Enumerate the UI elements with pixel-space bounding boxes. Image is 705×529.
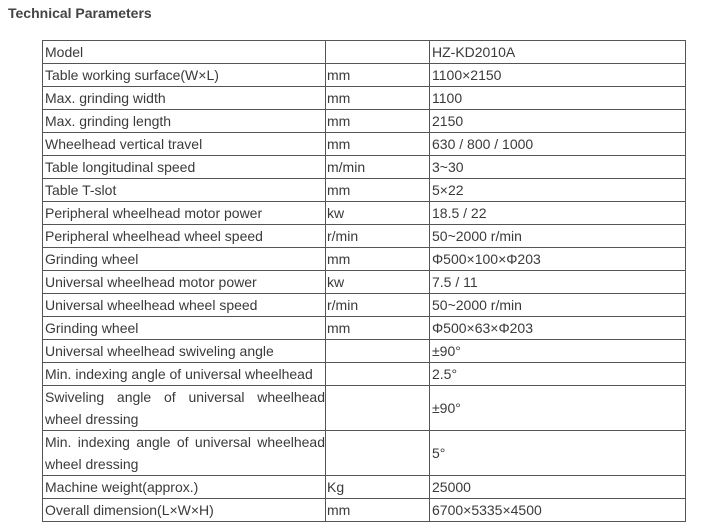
param-name: Overall dimension(L×W×H) (43, 499, 326, 522)
param-value: 18.5 / 22 (430, 202, 686, 225)
table-row (43, 133, 686, 156)
param-unit: mm (326, 64, 430, 87)
table-row (43, 225, 686, 248)
param-value: 3~30 (430, 156, 686, 179)
table-row (43, 156, 686, 179)
param-unit: mm (326, 499, 430, 522)
param-value: 5° (430, 431, 686, 476)
param-unit (326, 340, 430, 363)
table-row (43, 294, 686, 317)
param-unit (326, 386, 430, 431)
param-value: 2150 (430, 110, 686, 133)
param-value: Φ500×63×Φ203 (430, 317, 686, 340)
param-name: Table working surface(W×L) (43, 64, 326, 87)
table-row (43, 431, 686, 476)
table-row (43, 41, 686, 64)
param-unit (326, 41, 430, 64)
param-value: 25000 (430, 476, 686, 499)
param-unit: m/min (326, 156, 430, 179)
param-name: Peripheral wheelhead wheel speed (43, 225, 326, 248)
param-unit (326, 431, 430, 476)
param-name: Swiveling angle of universal wheelhead wheel dressing (43, 386, 326, 431)
param-unit: kw (326, 202, 430, 225)
param-value: 1100×2150 (430, 64, 686, 87)
param-name: Table T-slot (43, 179, 326, 202)
table-row (43, 179, 686, 202)
param-unit: r/min (326, 225, 430, 248)
table-row (43, 110, 686, 133)
param-name: Grinding wheel (43, 248, 326, 271)
table-row (43, 476, 686, 499)
section-heading: Technical Parameters (8, 5, 152, 21)
table-row (43, 202, 686, 225)
param-name: Peripheral wheelhead motor power (43, 202, 326, 225)
param-unit: mm (326, 317, 430, 340)
param-unit: mm (326, 248, 430, 271)
table-body (43, 41, 686, 522)
param-name: Machine weight(approx.) (43, 476, 326, 499)
table-row (43, 248, 686, 271)
table-row (43, 317, 686, 340)
param-value: ±90° (430, 340, 686, 363)
table-row (43, 499, 686, 522)
param-name: Model (43, 41, 326, 64)
param-unit: mm (326, 110, 430, 133)
table-row (43, 87, 686, 110)
param-name: Table longitudinal speed (43, 156, 326, 179)
param-name: Universal wheelhead swiveling angle (43, 340, 326, 363)
param-unit: mm (326, 133, 430, 156)
param-value: 1100 (430, 87, 686, 110)
param-value: Φ500×100×Φ203 (430, 248, 686, 271)
param-unit: r/min (326, 294, 430, 317)
table-row (43, 64, 686, 87)
param-value: 2.5° (430, 363, 686, 386)
param-name: Wheelhead vertical travel (43, 133, 326, 156)
param-unit (326, 363, 430, 386)
param-unit: kw (326, 271, 430, 294)
param-name: Max. grinding width (43, 87, 326, 110)
param-value: 5×22 (430, 179, 686, 202)
param-name: Grinding wheel (43, 317, 326, 340)
param-name: Universal wheelhead motor power (43, 271, 326, 294)
param-unit: mm (326, 87, 430, 110)
param-name: Universal wheelhead wheel speed (43, 294, 326, 317)
table-row (43, 271, 686, 294)
param-unit: Kg (326, 476, 430, 499)
param-value: 7.5 / 11 (430, 271, 686, 294)
param-name: Max. grinding length (43, 110, 326, 133)
param-unit: mm (326, 179, 430, 202)
param-value: ±90° (430, 386, 686, 431)
table-row (43, 340, 686, 363)
param-value: 630 / 800 / 1000 (430, 133, 686, 156)
param-value: HZ-KD2010A (430, 41, 686, 64)
param-name: Min. indexing angle of universal wheelhead wheel dressing (43, 431, 326, 476)
param-name: Min. indexing angle of universal wheelhead (43, 363, 326, 386)
table-row (43, 386, 686, 431)
param-value: 50~2000 r/min (430, 294, 686, 317)
param-value: 50~2000 r/min (430, 225, 686, 248)
technical-parameters-table (42, 40, 686, 522)
table-row (43, 363, 686, 386)
param-value: 6700×5335×4500 (430, 499, 686, 522)
